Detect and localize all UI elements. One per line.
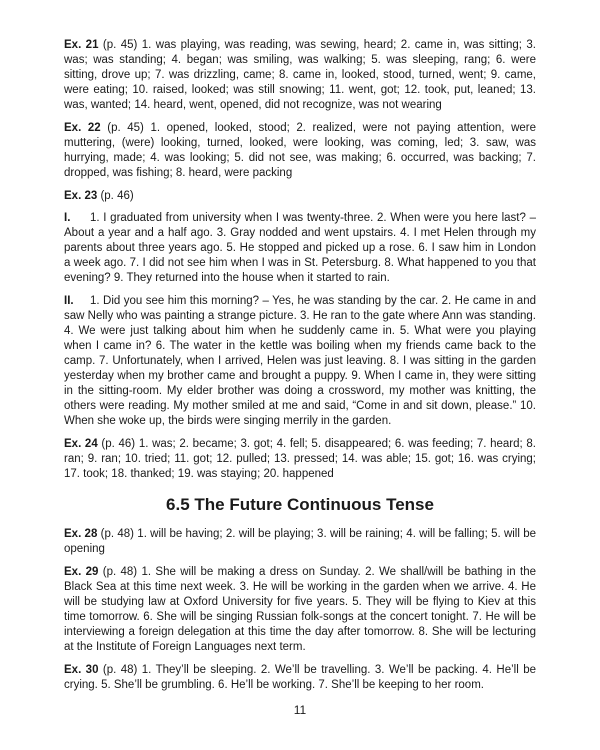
exercise-label: Ex. 24 (64, 438, 98, 450)
exercise-label: Ex. 23 (64, 190, 98, 202)
exercise-answers: 1. I graduated from university when I was twenty-three. 2. When were you here last? – About a year and a half ago. 3. Gray nodded and went upstairs. 4. I met Helen through my parents about three years ago. 5. He stopped and picked up a rose. 6. I saw him in London a week ago. 7. I did not see him when I was in St. Petersburg. 8. What happened to you that evening? 9. They returned into the house when it started to rain. (64, 212, 536, 284)
page-ref: (p. 48) (102, 566, 138, 578)
section-title: 6.5 The Future Continuous Tense (166, 495, 434, 514)
exercise-23-heading (64, 189, 536, 204)
exercise-answers: 1. was; 2. became; 3. got; 4. fell; 5. disappeared; 6. was feeding; 7. heard; 8. ran; 9. ran; 10. tried; 11. got; 12. pulled; 13. pressed; 14. was able; 15. got; 16. was crying; 17. took; 18. thanked; 19. was staying; 20. happened (64, 438, 536, 480)
exercise-label: Ex. 21 (64, 39, 99, 51)
exercise-label: Ex. 29 (64, 566, 99, 578)
exercise-label: Ex. 28 (64, 528, 98, 540)
exercise-23-part-1 (64, 211, 536, 286)
exercise-answers: 1. They’ll be sleeping. 2. We’ll be travelling. 3. We’ll be packing. 4. He’ll be crying. 5. She’ll be grumbling. 6. He’ll be working. 7. She’ll be keeping to her room. (64, 664, 536, 691)
page-content (64, 38, 536, 701)
page-ref: (p. 46) (100, 190, 134, 202)
exercise-label: Ex. 30 (64, 664, 99, 676)
exercise-label: Ex. 22 (64, 122, 101, 134)
part-label: II. (64, 295, 74, 307)
exercise-answers: 1. will be having; 2. will be playing; 3. will be raining; 4. will be falling; 5. will be opening (64, 528, 537, 555)
exercise-21 (64, 38, 536, 113)
page-number: 11 (293, 703, 307, 717)
page-ref: (p. 45) (102, 39, 138, 51)
exercise-30 (64, 663, 536, 693)
exercise-24 (64, 437, 536, 482)
exercise-28 (64, 527, 536, 557)
exercise-answers: 1. She will be making a dress on Sunday. 2. We shall/will be bathing in the Black Sea at this time next week. 3. He will be working in the garden when we arrive. 4. He will be studying law at Oxford University for five years. 5. They will be flying to Kiev at this time tomorrow. 6. She will be singing Russian folk-songs at the concert tonight. 7. He will be interviewing a foreign delegation at this time the day after tomorrow. 8. She will be lecturing at the Institute of Foreign Languages next term. (64, 566, 537, 653)
exercise-answers: 1. was playing, was reading, was sewing, heard; 2. came in, was sitting; 3. was; was standing; 4. began; was smiling, was walking; 5. was sleeping, rang; 6. were sitting, drove up; 7. was drizzling, came; 8. came in, looked, stood, turned, went; 9. came, were eating; 10. raised, looked; was still snowing; 11. went, got; 12. took, put, leaned; 13. was, wanted; 14. heard, went, opened, did not recognize, was not wearing (64, 39, 536, 111)
exercise-answers: 1. opened, looked, stood; 2. realized, were not paying attention, were muttering, (were) looking, turned, looked, were looking, was coming, led; 3. saw, was hurrying, made; 4. was looking; 5. did not see, was making; 6. occurred, was backing; 7. dropped, was fishing; 8. heard, were packing (64, 122, 536, 179)
exercise-23-part-2 (64, 294, 536, 429)
page-ref: (p. 48) (100, 528, 134, 540)
exercise-answers: 1. Did you see him this morning? – Yes, he was standing by the car. 2. He came in and saw Nelly who was painting a strange picture. 3. He ran to the gate where Ann was standing. 4. We were just talking about him when he suddenly came in. 5. What were you playing when I came in? 6. The water in the kettle was boiling when my friends came back to the camp. 7. Unfortunately, when I arrived, Helen was just leaving. 8. I was sitting in the garden yesterday when my brother came and brought a puppy. 9. When I came in, they were sitting in the sitting-room. My elder brother was doing a crossword, my mother was knitting, the others were reading. My mother smiled at me and said, “Come in and sit down, please.” 10. When she woke up, the birds were singing merrily in the garden. (64, 295, 536, 427)
page-ref: (p. 46) (101, 438, 136, 450)
exercise-22 (64, 121, 536, 181)
page-ref: (p. 45) (107, 122, 144, 134)
exercise-29 (64, 565, 536, 655)
part-label: I. (64, 212, 71, 224)
page-ref: (p. 48) (102, 664, 138, 676)
